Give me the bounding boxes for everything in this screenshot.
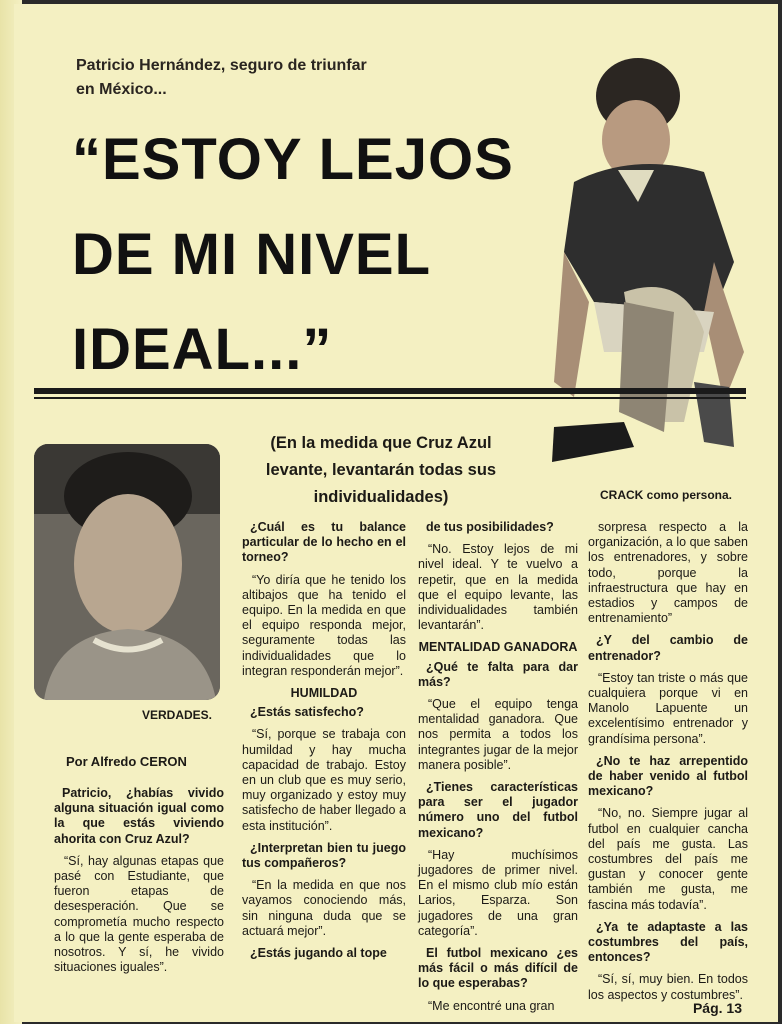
interview-answer: “Estoy tan triste o más que cualquiera porque vi en Manolo Lapuente un excelentísimo entrenador y grandísima persona”.	[588, 670, 748, 746]
interview-answer: “Yo diría que he tenido los altibajos que ha tenido el equipo. En la medida en que el equipo responda mejor, seguramente todas las individualidades que lo integran responderán mejor”.	[242, 572, 406, 678]
interview-question: de tus posibilidades?	[426, 520, 554, 534]
interview-question: ¿No te haz arrepentido de haber venido al futbol mexicano?	[588, 753, 748, 799]
soccer-player-photo-icon	[534, 52, 756, 482]
interview-answer: “Que el equipo tenga mentalidad ganadora. Que nos permita a todos los integrantes jugar de la mejor manera posible”.	[418, 697, 578, 772]
interview-answer: “Sí, sí, muy bien. En todos los aspectos y costumbres”.	[588, 972, 748, 1002]
interview-question: ¿Interpretan bien tu juego tus compañeros?	[242, 840, 406, 871]
article-column-1	[54, 786, 224, 982]
article-column-4	[588, 520, 748, 1010]
headline: “ESTOY LEJOS DE MI NIVEL IDEAL...”	[72, 127, 514, 382]
page-number: Pág. 13	[692, 1000, 742, 1016]
interview-question: ¿Estás satisfecho?	[250, 705, 364, 720]
byline: Por Alfredo CERON	[66, 754, 187, 769]
subtitle: (En la medida que Cruz Azul levante, levantarán todas sus individualidades)	[265, 434, 497, 506]
divider-thick	[34, 388, 746, 394]
portrait-photo	[34, 444, 220, 700]
interview-question: ¿Tienes características para ser el jugador número uno del futbol mexicano?	[418, 780, 578, 840]
divider-thin	[34, 397, 746, 399]
interview-answer: “En la medida en que nos vayamos conociendo más, sin ninguna duda que se actuará mejor”.	[242, 878, 406, 938]
player-photo	[534, 52, 756, 482]
interview-question: El futbol mexicano ¿es más fácil o más difícil de lo que esperabas?	[418, 946, 578, 991]
interview-answer: sorpresa respecto a la organización, a lo que saben los entrenadores, y sobre todo, porque la infraestructura que hay en estadios y campos de entrenamiento”	[588, 520, 748, 626]
player-photo-caption: CRACK como persona.	[600, 488, 733, 502]
interview-answer: “No, no. Siempre jugar al futbol en cualquier cancha del país me gusta. Las costumbres del país me gustan y conocer gente también me gusta, me fascina más todavía”.	[588, 806, 748, 912]
interview-question: Patricio, ¿habías vivido alguna situación igual como la que estás viviendo ahorita con Cruz Azul?	[54, 786, 224, 846]
portrait-caption: VERDADES.	[142, 708, 213, 722]
interview-answer: “No. Estoy lejos de mi nivel ideal. Y te vuelvo a repetir, que en la medida que el equipo levante, las individualidades también levantarán”.	[418, 542, 578, 633]
article-column-3	[418, 520, 578, 1021]
kicker: Patricio Hernández, seguro de triunfar en México...	[76, 57, 367, 98]
interview-answer: “Hay muchísimos jugadores de primer nivel. En el mismo club mío están Larios, Esparza. Son jugadores de una gran categoría”.	[418, 847, 578, 938]
interview-question: ¿Y del cambio de entrenador?	[588, 633, 748, 663]
interview-question: ¿Ya te adaptaste a las costumbres del país, entonces?	[588, 919, 748, 965]
interview-question: ¿Estás jugando al tope	[250, 946, 387, 961]
interview-answer: “Sí, hay algunas etapas que pasé con Estudiante, que fueron etapas de desesperación. Que se comprometía mucho respecto a lo que la gente esperaba de nosotros. Y sí, he vivido situaciones iguales”.	[54, 853, 224, 975]
magazine-page	[14, 4, 778, 1022]
section-heading: MENTALIDAD GANADORA	[418, 640, 578, 655]
interview-answer: “Me encontré una gran	[428, 998, 555, 1013]
interview-question: ¿Qué te falta para dar más?	[418, 659, 578, 689]
section-heading: HUMILDAD	[290, 686, 358, 701]
article-column-2	[242, 520, 406, 968]
interview-question: ¿Cuál es tu balance particular de lo hecho en el torneo?	[242, 520, 406, 565]
interview-answer: “Sí, porque se trabaja con humildad y hay mucha capacidad de trabajo. Estoy en un club que es muy serio, muy organizado y estoy muy satisfecho de haber llegado a esta institución”.	[242, 727, 406, 833]
portrait-photo-icon	[34, 444, 220, 700]
